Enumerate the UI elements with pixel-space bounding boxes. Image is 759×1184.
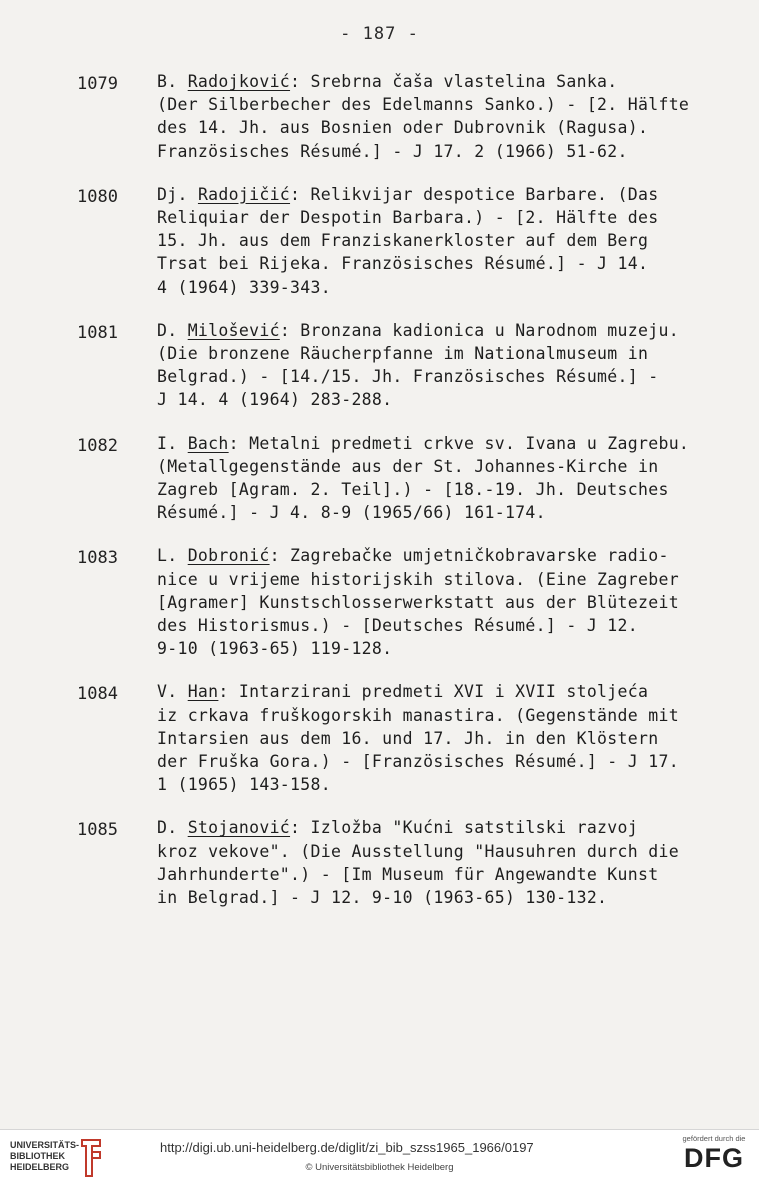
entry-line: des 14. Jh. aus Bosnien oder Dubrovnik (Ragusa). bbox=[157, 118, 649, 138]
entry-line: J 14. 4 (1964) 283-288. bbox=[157, 390, 393, 410]
entry-line: kroz vekove". (Die Ausstellung "Hausuhren durch die bbox=[157, 841, 679, 861]
author-name: Dobronić bbox=[187, 546, 270, 566]
entry-title: : Relikvijar despotice Barbare. (Das bbox=[290, 184, 659, 204]
entry-number: 1083 bbox=[77, 548, 118, 569]
entry-line bbox=[157, 432, 727, 455]
entry-number: 1081 bbox=[77, 322, 118, 343]
dfg-logo-text: DFG bbox=[684, 1143, 744, 1173]
entry-number: 1079 bbox=[77, 74, 118, 94]
entry-line: 15. Jh. aus dem Franziskanerkloster auf dem Berg bbox=[157, 231, 649, 251]
entry-number: 1085 bbox=[77, 820, 118, 841]
dfg-logo[interactable] bbox=[676, 1134, 752, 1173]
author-name: Milošević bbox=[187, 320, 280, 340]
author-initial: I. bbox=[157, 433, 188, 453]
entry-line: Französisches Résumé.] - J 17. 2 (1966) 51-62. bbox=[157, 141, 628, 161]
author-initial: L. bbox=[157, 546, 188, 566]
entry-number: 1080 bbox=[77, 186, 118, 207]
entry-line bbox=[157, 183, 727, 206]
copyright-text: © Universitätsbibliothek Heidelberg bbox=[305, 1162, 454, 1173]
entry-line: 9-10 (1963-65) 119-128. bbox=[157, 639, 393, 659]
entry-line: (Metallgegenstände aus der St. Johannes-Kirche in bbox=[157, 456, 659, 476]
entry-text bbox=[157, 432, 727, 525]
entry-text bbox=[157, 816, 727, 909]
library-logo-line: UNIVERSITÄTS- bbox=[10, 1140, 80, 1150]
bibliography-entry bbox=[0, 680, 759, 796]
entry-line: 1 (1965) 143-158. bbox=[157, 775, 331, 795]
entry-line: 4 (1964) 339-343. bbox=[157, 277, 331, 297]
library-logo-line: BIBLIOTHEK bbox=[10, 1151, 65, 1161]
entry-text bbox=[157, 680, 727, 796]
entry-text bbox=[157, 183, 727, 299]
entry-line: nice u vrijeme historijskih stilova. (Eine Zagreber bbox=[157, 569, 679, 589]
entry-line: Résumé.] - J 4. 8-9 (1965/66) 161-174. bbox=[157, 503, 546, 523]
author-name: Radojković bbox=[187, 72, 291, 91]
author-name: Bach bbox=[187, 433, 229, 453]
footer-bar bbox=[0, 1129, 759, 1184]
entry-line: (Der Silberbecher des Edelmanns Sanko.) - [2. Hälfte bbox=[157, 95, 690, 115]
author-name: Stojanović bbox=[187, 818, 291, 838]
bibliography-entry bbox=[0, 432, 759, 525]
entry-line bbox=[157, 680, 727, 703]
bibliography-entry bbox=[0, 183, 759, 299]
funder-note: gefördert durch die bbox=[682, 1134, 746, 1143]
entry-line: Belgrad.) - [14./15. Jh. Französisches Résumé.] - bbox=[157, 367, 659, 387]
bibliography-entry bbox=[0, 70, 759, 163]
author-name: Han bbox=[187, 682, 219, 702]
entry-title: : Srebrna čaša vlastelina Sanka. bbox=[290, 72, 618, 91]
author-initial: V. bbox=[157, 682, 188, 702]
bibliography-entry bbox=[0, 319, 759, 412]
author-name: Radojičić bbox=[197, 184, 291, 204]
entry-number: 1082 bbox=[77, 435, 118, 456]
entry-text bbox=[157, 70, 727, 163]
entry-title: : Bronzana kadionica u Narodnom muzeju. bbox=[279, 320, 679, 340]
author-initial: D. bbox=[157, 320, 188, 340]
entry-title: : Zagrebačke umjetničkobravarske radio- bbox=[269, 546, 669, 566]
library-logo-line: HEIDELBERG bbox=[10, 1162, 70, 1172]
entry-line: [Agramer] Kunstschlosserwerkstatt aus der Blütezeit bbox=[157, 592, 679, 612]
entry-text bbox=[157, 319, 727, 412]
bibliography-entry bbox=[0, 816, 759, 909]
entry-text bbox=[157, 544, 727, 660]
entry-title: : Metalni predmeti crkve sv. Ivana u Zagrebu. bbox=[228, 433, 690, 453]
entry-line bbox=[157, 816, 727, 839]
entry-line: iz crkava fruškogorskih manastira. (Gegenstände mit bbox=[157, 705, 679, 725]
entry-line: Jahrhunderte".) - [Im Museum für Angewandte Kunst bbox=[157, 864, 659, 884]
entry-number: 1084 bbox=[77, 684, 118, 705]
entry-line bbox=[157, 319, 727, 342]
entry-title: : Intarzirani predmeti XVI i XVII stoljeća bbox=[218, 682, 649, 702]
author-initial: D. bbox=[157, 818, 188, 838]
bibliography-list bbox=[0, 70, 759, 929]
entry-line: Zagreb [Agram. 2. Teil].) - [18.-19. Jh. Deutsches bbox=[157, 480, 669, 500]
page-number: - 187 - bbox=[340, 24, 419, 44]
entry-title: : Izložba "Kućni satstilski razvoj bbox=[290, 818, 638, 838]
entry-line: des Historismus.) - [Deutsches Résumé.] - J 12. bbox=[157, 616, 638, 636]
author-initial: Dj. bbox=[157, 184, 198, 204]
entry-line: Trsat bei Rijeka. Französisches Résumé.] - J 14. bbox=[157, 254, 649, 274]
entry-line: in Belgrad.] - J 12. 9-10 (1963-65) 130-132. bbox=[157, 888, 608, 908]
author-initial: B. bbox=[157, 72, 188, 91]
document-url-link[interactable]: http://digi.ub.uni-heidelberg.de/diglit/zi_bib_szss1965_1966/0197 bbox=[160, 1140, 534, 1155]
entry-line: Intarsien aus dem 16. und 17. Jh. in den Klöstern bbox=[157, 728, 659, 748]
entry-line: der Fruška Gora.) - [Französisches Résumé.] - J 17. bbox=[157, 752, 679, 772]
bibliography-entry bbox=[0, 544, 759, 660]
entry-line: Reliquiar der Despotin Barbara.) - [2. Hälfte des bbox=[157, 208, 659, 228]
entry-line bbox=[157, 544, 727, 567]
entry-line bbox=[157, 70, 727, 93]
entry-line: (Die bronzene Räucherpfanne im Nationalmuseum in bbox=[157, 344, 649, 364]
